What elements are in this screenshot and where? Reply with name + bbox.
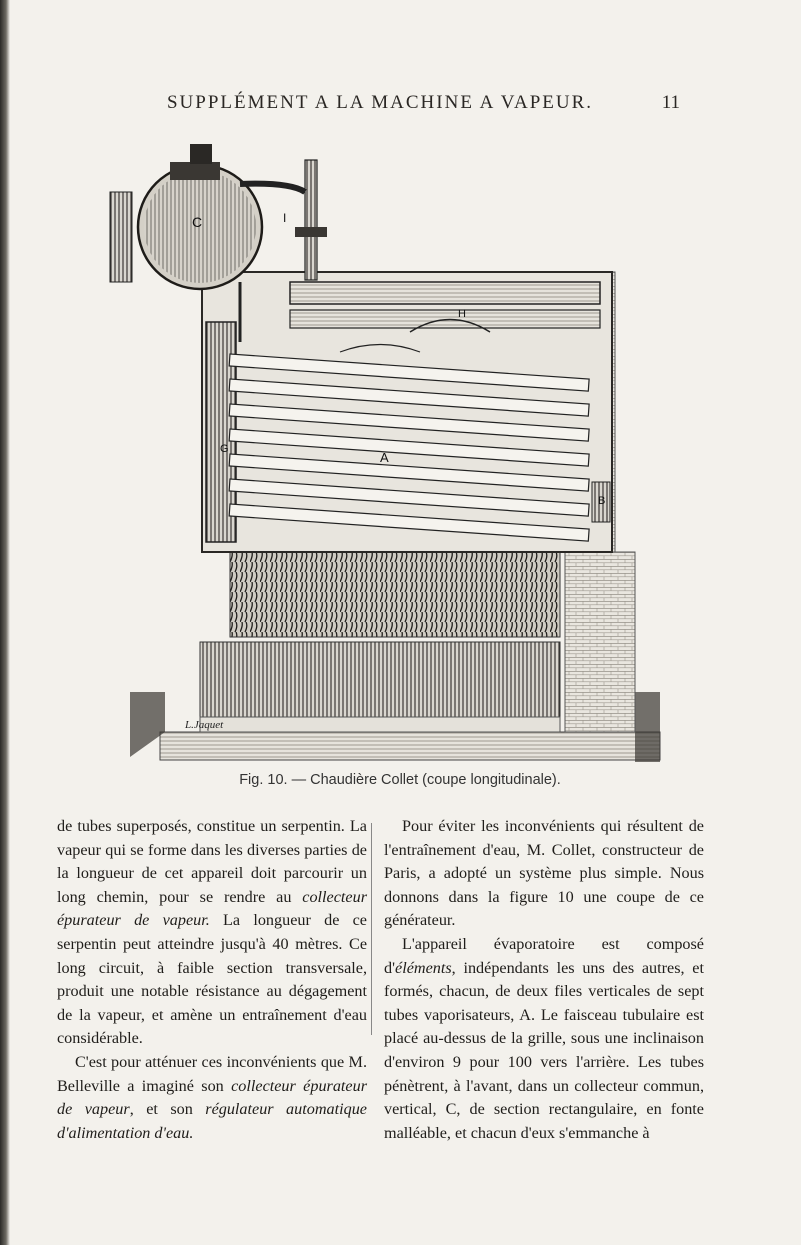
label-h: H <box>458 308 466 320</box>
right-paragraph-2: L'appareil évaporatoire est composé d'éléments, indépendants les uns des autres, et formés, chacun, de deux files verticales de sept tubes vaporisateurs, A. Le faisceau tubulaire est placé au-dessus de la grille, sous une inclinaison d'environ 9 pour 100 vers l'arrière. Les tubes pénètrent, à l'avant, dans un collecteur commun, vertical, C, de section rectangulaire, en fonte malléable, et chacun d'eux s'emmanche à <box>384 934 704 1142</box>
upper-header <box>290 282 600 304</box>
running-head <box>140 92 680 116</box>
furnace-grate <box>200 642 560 717</box>
label-a: A <box>380 450 389 465</box>
engraver-signature: L.Jaquet <box>185 719 224 731</box>
left-paragraph-1: de tubes superposés, constitue un serpentin. La vapeur qui se forme dans les diverses parties de la longueur de cet appareil doit parcourir un long chemin, pour se rendre au collecteur épurateur de vapeur. La longueur de ce serpentin peut atteindre jusqu'à 40 mètres. Ce long circuit, à faible section transversale, produit une notable résistance au dégagement de la vapeur, et amène un entraînement d'eau considérable. <box>57 817 367 1048</box>
boiler-figure <box>90 132 665 772</box>
left-paragraph-2: C'est pour atténuer ces inconvénients que M. Belleville a imaginé son collecteur épurateur de vapeur, et son régulateur automatique d'alimentation d'eau. <box>57 1052 368 1142</box>
label-g: G <box>220 443 229 455</box>
running-title: SUPPLÉMENT A LA MACHINE A VAPEUR. <box>166 92 594 113</box>
left-column <box>57 815 367 1145</box>
steam-pipe <box>305 160 317 280</box>
label-c: C <box>192 214 203 230</box>
brickwork-right <box>565 552 635 732</box>
page-binding-edge <box>0 0 10 1245</box>
column-rule <box>371 823 372 1035</box>
right-paragraph-1: Pour éviter les inconvénients qui résultent de l'entraînement d'eau, M. Collet, constructeur de Paris, a adopté un système plus simple. Nous donnons dans la figure 10 une coupe de ce générateur. <box>384 817 704 930</box>
foundation <box>160 732 660 760</box>
right-column <box>384 815 704 1145</box>
flames <box>230 552 560 637</box>
boiler-section-drawing <box>90 132 665 772</box>
figure-caption: Fig. 10. — Chaudière Collet (coupe longitudinale). <box>239 772 561 788</box>
label-i: I <box>283 211 287 225</box>
label-b: B <box>598 495 606 507</box>
page-number: 11 <box>661 92 680 113</box>
